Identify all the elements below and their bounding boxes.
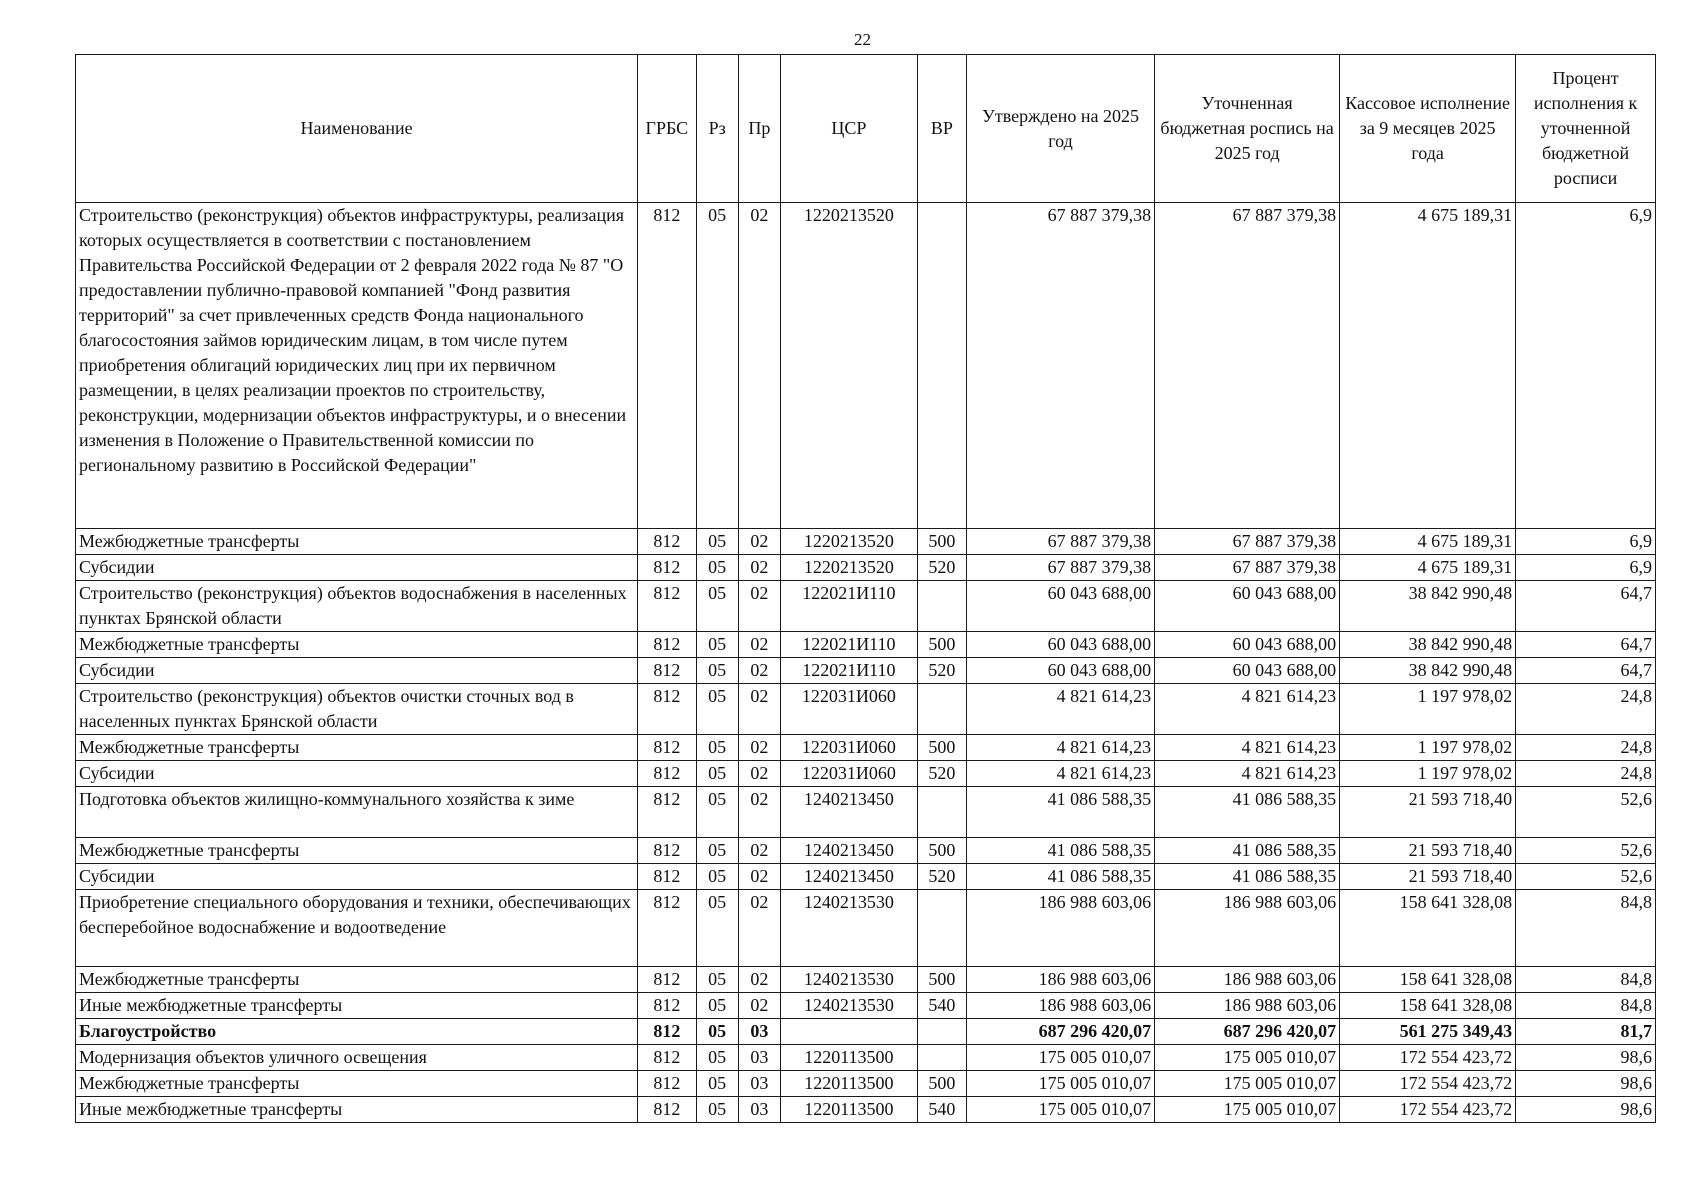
- header-cash: Кассовое исполнение за 9 месяцев 2025 года: [1340, 55, 1516, 203]
- cell-name: Иные межбюджетные трансферты: [76, 1097, 638, 1123]
- cell-rz: 05: [696, 890, 738, 967]
- cell-approved: 41 086 588,35: [967, 838, 1155, 864]
- cell-grbs: 812: [638, 787, 696, 838]
- cell-percent: 81,7: [1516, 1019, 1656, 1045]
- cell-pr: 02: [738, 658, 780, 684]
- cell-csr: 1220113500: [780, 1045, 917, 1071]
- cell-csr: 122021И110: [780, 658, 917, 684]
- cell-csr: 122031И060: [780, 684, 917, 735]
- cell-csr: 122031И060: [780, 735, 917, 761]
- cell-name: Благоустройство: [76, 1019, 638, 1045]
- cell-rz: 05: [696, 632, 738, 658]
- cell-percent: 6,9: [1516, 203, 1656, 529]
- cell-vr: 520: [917, 658, 966, 684]
- cell-grbs: 812: [638, 581, 696, 632]
- cell-refined: 175 005 010,07: [1155, 1097, 1340, 1123]
- cell-rz: 05: [696, 1019, 738, 1045]
- cell-pr: 02: [738, 632, 780, 658]
- cell-csr: 1240213450: [780, 838, 917, 864]
- cell-pr: 03: [738, 1071, 780, 1097]
- cell-grbs: 812: [638, 555, 696, 581]
- cell-refined: 60 043 688,00: [1155, 658, 1340, 684]
- cell-name: Межбюджетные трансферты: [76, 967, 638, 993]
- table-row: [76, 684, 1656, 735]
- cell-pr: 03: [738, 1045, 780, 1071]
- cell-pr: 02: [738, 735, 780, 761]
- cell-grbs: 812: [638, 1045, 696, 1071]
- cell-csr: 1240213530: [780, 993, 917, 1019]
- cell-refined: 186 988 603,06: [1155, 993, 1340, 1019]
- cell-vr: 500: [917, 967, 966, 993]
- cell-pr: 03: [738, 1019, 780, 1045]
- cell-name: Строительство (реконструкция) объектов инфраструктуры, реализация которых осуществляется в соответствии с постановлением Правительства Российской Федерации от 2 февраля 2022 года № 87 "О предоставлении публично-правовой компанией "Фонд развития территорий" за счет привлеченных средств Фонда национального благосостояния займов юридическим лицам, в том числе путем приобретения облигаций юридических лиц при их первичном размещении, в целях реализации проектов по строительству, реконструкции, модернизации объектов инфраструктуры, и о внесении изменения в Положение о Правительственной комиссии по региональному развитию в Российской Федерации": [76, 203, 638, 529]
- cell-rz: 05: [696, 529, 738, 555]
- cell-cash: 172 554 423,72: [1340, 1045, 1516, 1071]
- cell-rz: 05: [696, 967, 738, 993]
- header-name: Наименование: [76, 55, 638, 203]
- cell-pr: 02: [738, 967, 780, 993]
- cell-percent: 52,6: [1516, 838, 1656, 864]
- cell-pr: 02: [738, 529, 780, 555]
- table-row: [76, 581, 1656, 632]
- cell-csr: 1240213530: [780, 890, 917, 967]
- cell-approved: 41 086 588,35: [967, 787, 1155, 838]
- cell-percent: 98,6: [1516, 1045, 1656, 1071]
- cell-name: Подготовка объектов жилищно-коммунального хозяйства к зиме: [76, 787, 638, 838]
- cell-cash: 158 641 328,08: [1340, 890, 1516, 967]
- cell-refined: 4 821 614,23: [1155, 761, 1340, 787]
- cell-cash: 4 675 189,31: [1340, 203, 1516, 529]
- cell-vr: 500: [917, 735, 966, 761]
- cell-name: Приобретение специального оборудования и техники, обеспечивающих бесперебойное водоснабжение и водоотведение: [76, 890, 638, 967]
- cell-csr: 1220113500: [780, 1097, 917, 1123]
- cell-vr: [917, 581, 966, 632]
- cell-name: Строительство (реконструкция) объектов очистки сточных вод в населенных пунктах Брянской области: [76, 684, 638, 735]
- table-row: [76, 1097, 1656, 1123]
- cell-vr: [917, 787, 966, 838]
- cell-approved: 60 043 688,00: [967, 632, 1155, 658]
- cell-approved: 4 821 614,23: [967, 735, 1155, 761]
- cell-grbs: 812: [638, 529, 696, 555]
- cell-approved: 41 086 588,35: [967, 864, 1155, 890]
- cell-rz: 05: [696, 658, 738, 684]
- cell-vr: 520: [917, 864, 966, 890]
- cell-name: Субсидии: [76, 761, 638, 787]
- cell-refined: 175 005 010,07: [1155, 1045, 1340, 1071]
- cell-name: Межбюджетные трансферты: [76, 632, 638, 658]
- table-row: [76, 632, 1656, 658]
- cell-pr: 03: [738, 1097, 780, 1123]
- cell-name: Субсидии: [76, 555, 638, 581]
- table-row: [76, 864, 1656, 890]
- cell-cash: 172 554 423,72: [1340, 1097, 1516, 1123]
- cell-csr: 122021И110: [780, 581, 917, 632]
- cell-csr: [780, 1019, 917, 1045]
- cell-grbs: 812: [638, 890, 696, 967]
- cell-approved: 186 988 603,06: [967, 967, 1155, 993]
- cell-csr: 1220113500: [780, 1071, 917, 1097]
- cell-refined: 41 086 588,35: [1155, 838, 1340, 864]
- cell-percent: 24,8: [1516, 684, 1656, 735]
- table-row: [76, 1045, 1656, 1071]
- cell-vr: 520: [917, 761, 966, 787]
- header-csr: ЦСР: [780, 55, 917, 203]
- cell-rz: 05: [696, 1071, 738, 1097]
- table-row: [76, 787, 1656, 838]
- cell-approved: 4 821 614,23: [967, 684, 1155, 735]
- cell-name: Межбюджетные трансферты: [76, 529, 638, 555]
- cell-grbs: 812: [638, 203, 696, 529]
- cell-approved: 67 887 379,38: [967, 555, 1155, 581]
- cell-approved: 4 821 614,23: [967, 761, 1155, 787]
- page-number: 22: [854, 30, 871, 49]
- cell-vr: 540: [917, 993, 966, 1019]
- cell-rz: 05: [696, 684, 738, 735]
- cell-approved: 60 043 688,00: [967, 581, 1155, 632]
- cell-refined: 67 887 379,38: [1155, 529, 1340, 555]
- cell-pr: 02: [738, 993, 780, 1019]
- cell-rz: 05: [696, 993, 738, 1019]
- cell-name: Межбюджетные трансферты: [76, 1071, 638, 1097]
- cell-refined: 186 988 603,06: [1155, 967, 1340, 993]
- cell-percent: 84,8: [1516, 993, 1656, 1019]
- cell-csr: 122031И060: [780, 761, 917, 787]
- header-pr: Пр: [738, 55, 780, 203]
- cell-name: Межбюджетные трансферты: [76, 838, 638, 864]
- cell-rz: 05: [696, 838, 738, 864]
- cell-approved: 175 005 010,07: [967, 1071, 1155, 1097]
- cell-cash: 38 842 990,48: [1340, 658, 1516, 684]
- cell-percent: 84,8: [1516, 890, 1656, 967]
- cell-approved: 186 988 603,06: [967, 890, 1155, 967]
- cell-approved: 67 887 379,38: [967, 529, 1155, 555]
- cell-vr: 500: [917, 838, 966, 864]
- cell-pr: 02: [738, 203, 780, 529]
- cell-cash: 158 641 328,08: [1340, 967, 1516, 993]
- cell-rz: 05: [696, 735, 738, 761]
- cell-cash: 4 675 189,31: [1340, 555, 1516, 581]
- cell-name: Субсидии: [76, 658, 638, 684]
- cell-grbs: 812: [638, 838, 696, 864]
- table-row: [76, 203, 1656, 529]
- cell-grbs: 812: [638, 632, 696, 658]
- cell-name: Строительство (реконструкция) объектов водоснабжения в населенных пунктах Брянской области: [76, 581, 638, 632]
- cell-percent: 6,9: [1516, 529, 1656, 555]
- table-row: [76, 658, 1656, 684]
- cell-rz: 05: [696, 1045, 738, 1071]
- cell-refined: 687 296 420,07: [1155, 1019, 1340, 1045]
- cell-vr: 520: [917, 555, 966, 581]
- cell-percent: 64,7: [1516, 581, 1656, 632]
- cell-csr: 1240213450: [780, 864, 917, 890]
- cell-refined: 41 086 588,35: [1155, 864, 1340, 890]
- cell-percent: 6,9: [1516, 555, 1656, 581]
- header-grbs: ГРБС: [638, 55, 696, 203]
- cell-pr: 02: [738, 838, 780, 864]
- cell-csr: 122021И110: [780, 632, 917, 658]
- cell-cash: 38 842 990,48: [1340, 581, 1516, 632]
- cell-refined: 4 821 614,23: [1155, 684, 1340, 735]
- cell-cash: 172 554 423,72: [1340, 1071, 1516, 1097]
- cell-pr: 02: [738, 555, 780, 581]
- cell-rz: 05: [696, 1097, 738, 1123]
- cell-grbs: 812: [638, 735, 696, 761]
- cell-refined: 67 887 379,38: [1155, 555, 1340, 581]
- cell-grbs: 812: [638, 761, 696, 787]
- cell-approved: 60 043 688,00: [967, 658, 1155, 684]
- table-row: [76, 1019, 1656, 1045]
- header-rz: Рз: [696, 55, 738, 203]
- cell-cash: 158 641 328,08: [1340, 993, 1516, 1019]
- table-row: [76, 555, 1656, 581]
- cell-approved: 175 005 010,07: [967, 1097, 1155, 1123]
- budget-table: [75, 54, 1656, 1123]
- cell-percent: 64,7: [1516, 658, 1656, 684]
- cell-vr: 540: [917, 1097, 966, 1123]
- cell-cash: 561 275 349,43: [1340, 1019, 1516, 1045]
- cell-vr: [917, 890, 966, 967]
- cell-pr: 02: [738, 890, 780, 967]
- cell-grbs: 812: [638, 684, 696, 735]
- table-row: [76, 890, 1656, 967]
- cell-name: Межбюджетные трансферты: [76, 735, 638, 761]
- cell-rz: 05: [696, 787, 738, 838]
- cell-pr: 02: [738, 864, 780, 890]
- cell-rz: 05: [696, 761, 738, 787]
- cell-pr: 02: [738, 581, 780, 632]
- cell-rz: 05: [696, 864, 738, 890]
- cell-cash: 38 842 990,48: [1340, 632, 1516, 658]
- cell-name: Модернизация объектов уличного освещения: [76, 1045, 638, 1071]
- header-percent: Процент исполнения к уточненной бюджетной росписи: [1516, 55, 1656, 203]
- cell-vr: [917, 684, 966, 735]
- cell-refined: 41 086 588,35: [1155, 787, 1340, 838]
- table-row: [76, 838, 1656, 864]
- cell-refined: 67 887 379,38: [1155, 203, 1340, 529]
- table-body: [76, 203, 1656, 1123]
- cell-cash: 1 197 978,02: [1340, 735, 1516, 761]
- header-refined: Уточненная бюджетная роспись на 2025 год: [1155, 55, 1340, 203]
- table-row: [76, 735, 1656, 761]
- cell-rz: 05: [696, 555, 738, 581]
- cell-cash: 4 675 189,31: [1340, 529, 1516, 555]
- cell-grbs: 812: [638, 1097, 696, 1123]
- cell-percent: 98,6: [1516, 1071, 1656, 1097]
- cell-grbs: 812: [638, 993, 696, 1019]
- table-row: [76, 967, 1656, 993]
- cell-rz: 05: [696, 581, 738, 632]
- cell-cash: 21 593 718,40: [1340, 787, 1516, 838]
- cell-percent: 98,6: [1516, 1097, 1656, 1123]
- cell-grbs: 812: [638, 967, 696, 993]
- cell-csr: 1220213520: [780, 529, 917, 555]
- cell-grbs: 812: [638, 1071, 696, 1097]
- cell-refined: 186 988 603,06: [1155, 890, 1340, 967]
- cell-approved: 67 887 379,38: [967, 203, 1155, 529]
- table-row: [76, 761, 1656, 787]
- cell-name: Субсидии: [76, 864, 638, 890]
- header-approved: Утверждено на 2025 год: [967, 55, 1155, 203]
- cell-refined: 4 821 614,23: [1155, 735, 1340, 761]
- header-vr: ВР: [917, 55, 966, 203]
- cell-percent: 24,8: [1516, 735, 1656, 761]
- cell-cash: 1 197 978,02: [1340, 684, 1516, 735]
- cell-grbs: 812: [638, 864, 696, 890]
- cell-csr: 1240213530: [780, 967, 917, 993]
- cell-approved: 186 988 603,06: [967, 993, 1155, 1019]
- cell-approved: 687 296 420,07: [967, 1019, 1155, 1045]
- table-row: [76, 1071, 1656, 1097]
- cell-percent: 24,8: [1516, 761, 1656, 787]
- cell-refined: 60 043 688,00: [1155, 632, 1340, 658]
- cell-vr: 500: [917, 529, 966, 555]
- cell-csr: 1220213520: [780, 555, 917, 581]
- cell-grbs: 812: [638, 1019, 696, 1045]
- cell-vr: [917, 203, 966, 529]
- cell-pr: 02: [738, 787, 780, 838]
- cell-cash: 1 197 978,02: [1340, 761, 1516, 787]
- table-header: [76, 55, 1656, 203]
- cell-cash: 21 593 718,40: [1340, 864, 1516, 890]
- cell-vr: [917, 1045, 966, 1071]
- cell-vr: 500: [917, 1071, 966, 1097]
- cell-pr: 02: [738, 684, 780, 735]
- table-row: [76, 529, 1656, 555]
- cell-csr: 1220213520: [780, 203, 917, 529]
- cell-percent: 84,8: [1516, 967, 1656, 993]
- cell-percent: 64,7: [1516, 632, 1656, 658]
- cell-vr: 500: [917, 632, 966, 658]
- cell-vr: [917, 1019, 966, 1045]
- cell-name: Иные межбюджетные трансферты: [76, 993, 638, 1019]
- cell-approved: 175 005 010,07: [967, 1045, 1155, 1071]
- cell-rz: 05: [696, 203, 738, 529]
- cell-percent: 52,6: [1516, 787, 1656, 838]
- cell-csr: 1240213450: [780, 787, 917, 838]
- cell-cash: 21 593 718,40: [1340, 838, 1516, 864]
- cell-pr: 02: [738, 761, 780, 787]
- cell-grbs: 812: [638, 658, 696, 684]
- cell-refined: 175 005 010,07: [1155, 1071, 1340, 1097]
- cell-percent: 52,6: [1516, 864, 1656, 890]
- cell-refined: 60 043 688,00: [1155, 581, 1340, 632]
- table-row: [76, 993, 1656, 1019]
